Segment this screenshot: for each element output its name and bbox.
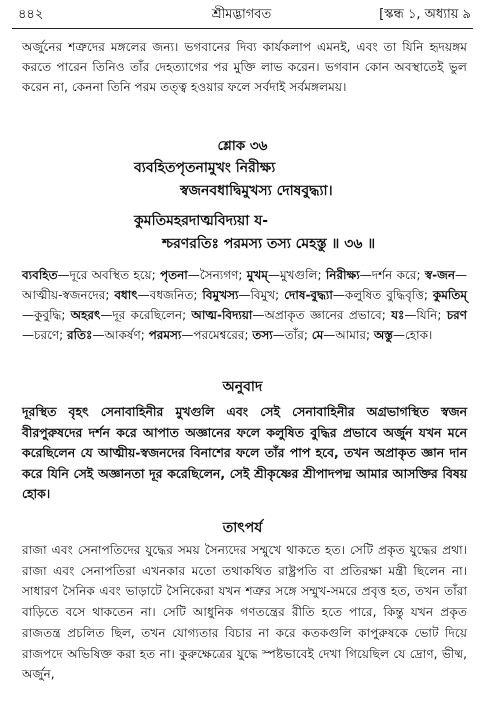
synonym-entry: আত্ম-বিদ্যয়া—অপ্রাকৃত জ্ঞানের প্রভাবে;: [191, 308, 392, 322]
page-header: [12, 4, 471, 26]
synonym-word: মে: [311, 328, 324, 342]
synonym-word: পৃতনা: [160, 268, 188, 282]
synonym-word: বধাৎ: [114, 288, 138, 302]
synonym-entry: দোষ-বুদ্ধ্যা—কলুষিত বুদ্ধিবৃত্তি;: [284, 288, 433, 302]
running-title: শ্রীমদ্ভাগবত: [211, 7, 272, 22]
synonym-meaning: কলুষিত বুদ্ধিবৃত্তি: [344, 288, 424, 302]
synonym-entry: রতিঃ—আকর্ষণ;: [67, 328, 149, 342]
synonym-entry: বধাৎ—বধজনিত;: [114, 288, 203, 302]
synonym-entry: বিমুখস্য—বিমুখ;: [202, 288, 285, 302]
synonym-word: বিমুখস্য: [202, 288, 239, 302]
synonym-meaning: পরমেশ্বরের: [193, 328, 245, 342]
synonym-meaning: আকর্ষণ: [104, 328, 141, 342]
synonym-entry: ব্যবহিত—দূরে অবস্থিত হয়ে;: [22, 268, 160, 282]
synonym-meaning: বিমুখ: [250, 288, 276, 302]
synonym-meaning: বধজনিত: [149, 288, 194, 302]
synonym-meaning: চরণে: [34, 328, 60, 342]
synonym-word: তস্য: [252, 328, 273, 342]
synonym-meaning: আমার: [335, 328, 367, 342]
synonym-word: স্ব-জন: [424, 268, 455, 282]
synonym-word: ব্যবহিত: [22, 268, 58, 282]
intro-paragraph: অর্জুনের শত্রুদের মঙ্গলের জন্য। ভগবানের দিব্য কার্যকলাপ এমনই, এবং তা যিনি হৃদয়ঙ্গম করতে পারেন তিনিও তাঁর দেহত্যাগের পর মুক্তি লাভ করেন। ভগবান কোন অবস্থাতেই ভুল করেন না, কেননা তিনি পরম তত্ত্ব হওয়ার ফলে সর্বদাই সর্বমঙ্গলময়।: [22, 40, 467, 94]
synonym-entry: চরণ—চরণে;: [22, 308, 468, 342]
synonym-word: মুখম্: [246, 268, 268, 282]
synonym-meaning: দূরে অবস্থিত হয়ে: [69, 268, 152, 282]
synonym-entry: তস্য—তাঁর;: [252, 328, 312, 342]
synonym-meaning: সৈন্যগণ: [199, 268, 239, 282]
synonym-entry: যঃ—যিনি;: [391, 308, 447, 322]
sloka-title: শ্লোক ৩৬: [217, 138, 268, 154]
synonym-entry: পৃতনা—সৈন্যগণ;: [160, 268, 247, 282]
synonym-word: কুমতিম্: [432, 288, 468, 302]
synonym-word: অস্তু: [373, 328, 393, 342]
synonym-meaning: অপ্রাকৃত জ্ঞানের প্রভাবে: [264, 308, 382, 322]
header-rule: [12, 28, 473, 29]
synonym-entry: পরমস্য—পরমেশ্বরের;: [148, 328, 253, 342]
verse-line-3: কুমতিমহরদাত্মবিদ্যয়া য-: [134, 213, 269, 229]
synonym-word: নিরীক্ষ্য: [325, 268, 360, 282]
synonym-meaning: দর্শন করে: [371, 268, 417, 282]
synonym-meaning: হোক: [404, 328, 428, 342]
synonym-word: দোষ-বুদ্ধ্যা: [284, 288, 333, 302]
verse-line-4: শ্চরণরতিঃ পরমস্য তস্য মেহস্তু ॥ ৩৬ ॥: [162, 236, 376, 252]
synonym-entry: নিরীক্ষ্য—দর্শন করে;: [325, 268, 425, 282]
page-number: ৪৪২: [18, 7, 44, 22]
synonym-meaning: তাঁর: [284, 328, 304, 342]
synonym-entry: মে—আমার;: [311, 328, 374, 342]
synonym-entry: অহরৎ—দূর করেছিলেন;: [70, 308, 192, 322]
synonym-word: রতিঃ: [67, 328, 93, 342]
verse-line-2: স্বজনবধাদ্বিমুখস্য দোষবুদ্ধ্যা।: [180, 183, 333, 199]
synonym-meaning: কুবুদ্ধি: [34, 308, 62, 322]
synonym-entry: কুমতিম্—কুবুদ্ধি;: [22, 288, 468, 322]
synonym-entry: মুখম্—মুখগুলি;: [246, 268, 326, 282]
synonym-word: আত্ম-বিদ্যয়া: [191, 308, 253, 322]
translation-title: অনুবাদ: [222, 379, 263, 395]
synonym-word: পরমস্য: [148, 328, 182, 342]
synonym-meaning: আত্মীয়-স্বজনদের: [22, 288, 106, 302]
synonym-meaning: দূর করেছিলেন: [112, 308, 183, 322]
synonym-entry: স্ব-জন—আত্মীয়-স্বজনদের;: [22, 268, 467, 302]
synonym-meaning: যিনি: [416, 308, 438, 322]
synonyms-paragraph: [22, 265, 467, 345]
synonym-meaning: মুখগুলি: [279, 268, 318, 282]
translation-paragraph: দূরস্থিত বৃহৎ সেনাবাহিনীর মুখগুলি এবং সেই সেনাবাহিনীর অগ্রভাগস্থিত স্বজন বীরপুরুষদের দর্শন করে আপাত অজ্ঞানের ফলে কলুষিত বুদ্ধির প্রভাবে অর্জুন যখন মনে করেছিলেন যে আত্মীয়-স্বজনদের বিনাশের ফলে তাঁর পাপ হবে, তখন অপ্রাকৃত জ্ঞান দান করে যিনি সেই অজ্ঞানতা দূর করেছিলেন, সেই শ্রীকৃষ্ণের শ্রীপাদপদ্ম আমার আসক্তির বিষয় হোক।: [22, 404, 467, 502]
purport-title: তাৎপর্য: [222, 520, 263, 536]
synonym-word: চরণ: [446, 308, 468, 322]
purport-paragraph: রাজা এবং সেনাপতিদের যুদ্ধের সময় সৈন্যদের সম্মুখে থাকতে হত। সেটি প্রকৃত যুদ্ধের প্রথা। রাজা এবং সেনাপতিরা এখনকার মতো তথাকথিত রাষ্ট্রপতি বা প্রতিরক্ষা মন্ত্রী ছিলেন না। সাধারণ সৈনিক এবং ভাড়াটে সৈনিকেরা যখন শত্রুর সঙ্গে সম্মুখ-সমরে প্রবৃত্ত হত, তখন তাঁরা বাড়িতে বসে থাকতেন না। সেটি আধুনিক গণতন্ত্রের রীতি হতে পারে, কিন্তু যখন প্রকৃত রাজতন্ত্র প্রচলিত ছিল, তখন যোগ্যতার বিচার না করে কতকগুলি কাপুরুষকে ভোট দিয়ে রাজপদে অভিষিক্ত করা হত না। কুরুক্ষেত্রের যুদ্ধে স্পষ্টভাবেই দেখা গিয়েছিল যে দ্রোণ, ভীষ্ম, অর্জুন,: [22, 543, 467, 682]
synonym-word: যঃ: [391, 308, 405, 322]
synonym-entry: অস্তু—হোক।: [373, 328, 433, 342]
synonym-word: অহরৎ: [70, 308, 101, 322]
chapter-reference: [স্কন্ধ ১, অধ্যায় ৯: [379, 7, 471, 22]
verse-line-1: ব্যবহিতপৃতনামুখং নিরীক্ষ্য: [134, 160, 276, 176]
